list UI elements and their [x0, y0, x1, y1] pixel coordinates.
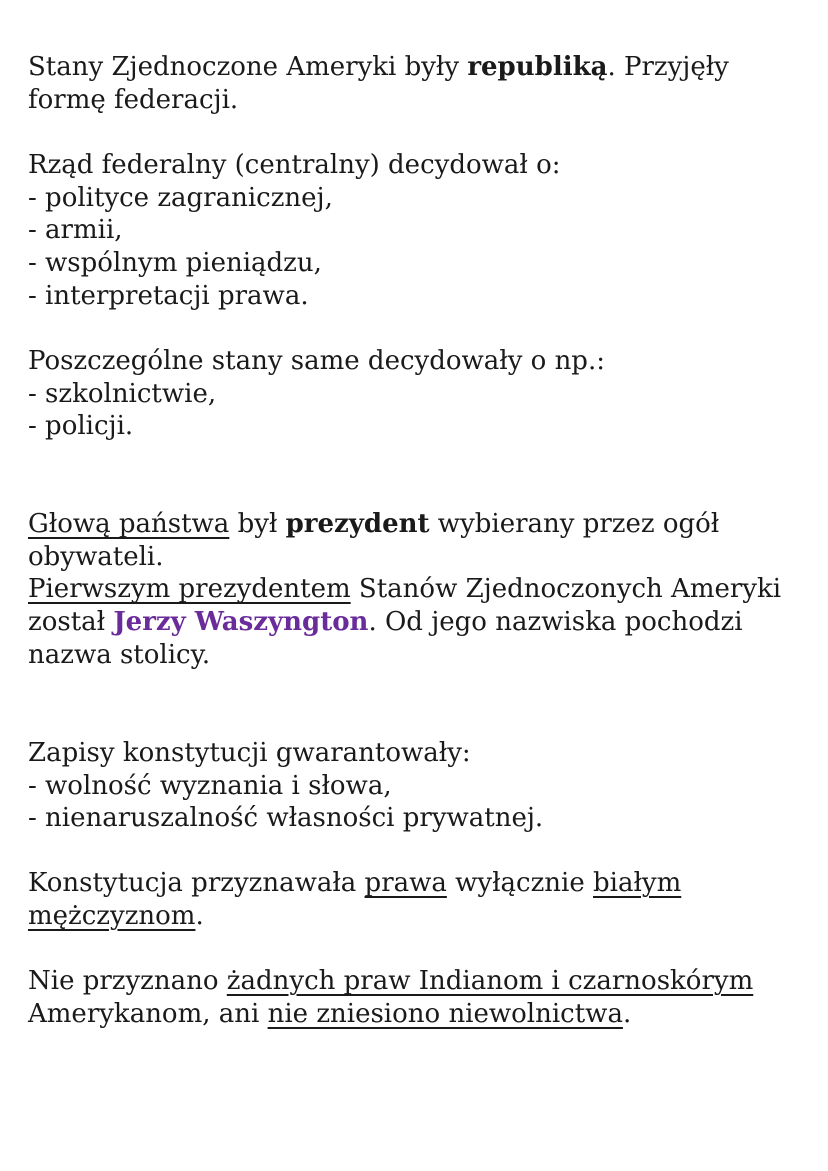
text-span: . Od jego nazwiska pochodzi [368, 607, 743, 638]
list-item: - wolność wyznania i słowa, [28, 770, 392, 801]
text-span: . [195, 900, 204, 931]
text-line [28, 965, 818, 998]
text-line [28, 606, 818, 639]
bold-term-president: prezydent [285, 509, 430, 539]
text-span: wybierany przez ogół [429, 509, 720, 539]
list-item: - szkolnictwie, [28, 378, 217, 409]
text-line [28, 573, 818, 606]
list-item: - policji. [28, 411, 134, 442]
underlined-term: białym [593, 868, 682, 898]
text-span: Amerykanom, ani [28, 998, 268, 1029]
list-item: - armii, [28, 215, 123, 246]
underlined-term: mężczyznom [28, 900, 196, 931]
paragraph-federal-government [28, 149, 818, 313]
text-span: Konstytucja przyznawała [28, 868, 365, 898]
text-line [28, 900, 818, 933]
list-intro: Zapisy konstytucji gwarantowały: [28, 738, 471, 768]
bold-term-republic: republiką [467, 52, 608, 82]
text-line [28, 508, 818, 541]
text-span: Nie przyznano [28, 966, 227, 996]
list-intro: Rząd federalny (centralny) decydował o: [28, 150, 561, 180]
text-line [28, 867, 818, 900]
text-span: . Przyjęły [607, 52, 729, 82]
list-item: - wspólnym pieniądzu, [28, 248, 322, 279]
paragraph-states [28, 345, 818, 443]
paragraph-president [28, 508, 818, 672]
paragraph-republic [28, 51, 818, 116]
text-span: był [229, 509, 286, 539]
text-span: Stany Zjednoczone Ameryki były [28, 52, 468, 82]
text-line: nazwa stolicy. [28, 639, 211, 670]
underlined-term: Pierwszym prezydentem [28, 574, 351, 605]
text-span: został [28, 607, 114, 638]
text-span: . [622, 998, 632, 1029]
paragraph-no-rights [28, 965, 818, 1030]
underlined-term: żadnych praw Indianom i czarnoskórym [226, 966, 754, 996]
text-span: wyłącznie [446, 868, 594, 898]
list-item: - nienaruszalność własności prywatnej. [28, 803, 544, 834]
text-line [28, 51, 818, 84]
list-intro: Poszczególne stany same decydowały o np.: [28, 346, 605, 376]
highlighted-name: Jerzy Waszyngton [113, 607, 369, 638]
text-span: Stanów Zjednoczonych Ameryki [350, 574, 782, 605]
underlined-term: Głową państwa [28, 509, 230, 539]
paragraph-rights [28, 867, 818, 932]
list-item: - interpretacji prawa. [28, 280, 309, 311]
list-item: - polityce zagranicznej, [28, 182, 333, 213]
text-line: formę federacji. [28, 84, 239, 115]
underlined-term: prawa [364, 868, 447, 898]
underlined-term: nie zniesiono niewolnictwa [267, 998, 623, 1029]
text-line: obywateli. [28, 541, 164, 572]
paragraph-constitution [28, 737, 818, 835]
text-line [28, 998, 818, 1031]
